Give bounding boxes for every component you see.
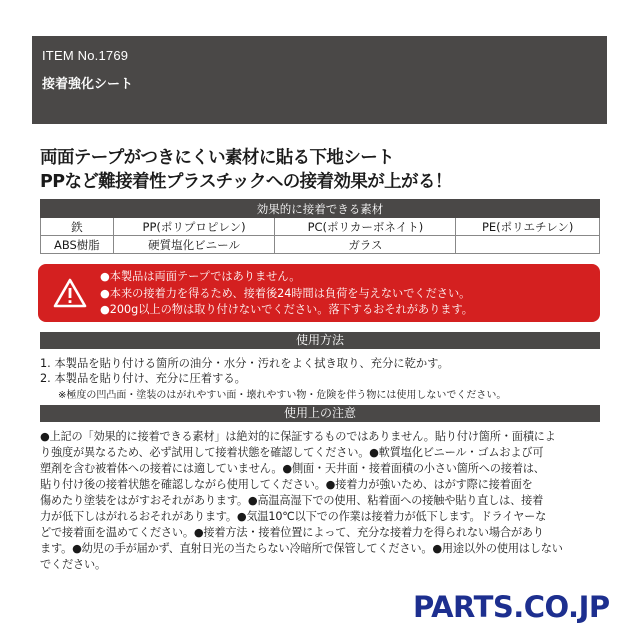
usage-step: 2. 本製品を貼り付け、充分に圧着する。 xyxy=(40,372,246,385)
warning-box xyxy=(38,264,600,322)
material-cell: ガラス xyxy=(275,236,456,254)
caution-line: 力が低下しはがれるおそれがあります。●気温10℃以下での作業は接着力が低下します。ドライヤーな xyxy=(40,510,547,523)
warning-item: ●200g以上の物は取り付けないでください。落下するおそれがあります。 xyxy=(100,303,473,316)
caution-line: 貼り付け後の接着状態を確認しながら使用してください。●接着力が強いため、はがす際に接着面を xyxy=(40,478,533,491)
caution-line: 塑剤を含む被着体への接着には適していません。●側面・天井面・接着面積の小さい箇所への接着は、 xyxy=(40,462,545,475)
material-cell: 鉄 xyxy=(41,218,114,236)
material-cell xyxy=(456,236,600,254)
table-row xyxy=(41,236,600,254)
item-number: ITEM No.1769 xyxy=(42,48,129,63)
caution-line: どで接着面を温めてください。●接着方法・接着位置によって、充分な接着力を得られない場合があり xyxy=(40,526,544,539)
caution-line: り強度が異なるため、必ず試用して接着状態を確認してください。●軟質塩化ビニール・ゴムおよび可 xyxy=(40,446,544,459)
headline-line-1: 両面テープがつきにくい素材に貼る下地シート xyxy=(40,148,395,168)
material-cell: ABS樹脂 xyxy=(41,236,114,254)
warning-item: ●本製品は両面テープではありません。 xyxy=(100,270,301,283)
headline-line-2: PPなど難接着性プラスチックへの接着効果が上がる！ xyxy=(40,172,452,192)
material-cell: PC(ポリカーボネイト) xyxy=(275,218,456,236)
material-cell: PP(ポリプロピレン) xyxy=(113,218,275,236)
usage-step: 1. 本製品を貼り付ける箇所の油分・水分・汚れをよく拭き取り、充分に乾かす。 xyxy=(40,357,449,370)
materials-table-title: 効果的に接着できる素材 xyxy=(41,200,600,218)
caution-line: ●上記の「効果的に接着できる素材」は絶対的に保証するものではありません。貼り付け箇所・面積によ xyxy=(40,430,556,443)
caution-line: でください。 xyxy=(40,558,106,571)
warning-list xyxy=(100,269,473,319)
product-header xyxy=(32,36,607,124)
warning-triangle-icon xyxy=(53,278,87,308)
caution-line: 傷めたり塗装をはがすおそれがあります。●高温高湿下での使用、粘着面への接触や貼り直しは、接着 xyxy=(40,494,544,507)
usage-steps xyxy=(40,356,449,386)
parts-logo: PARTS.CO.JP xyxy=(413,590,610,624)
product-name: 接着強化シート xyxy=(42,77,134,92)
usage-section-title: 使用方法 xyxy=(40,332,600,349)
caution-line: ます。●幼児の手が届かず、直射日光の当たらない冷暗所で保管してください。●用途以外の使用はしない xyxy=(40,542,563,555)
materials-table xyxy=(40,199,600,254)
caution-section-title: 使用上の注意 xyxy=(40,405,600,422)
caution-text xyxy=(40,429,605,573)
usage-note: ※極度の凹凸面・塗装のはがれやすい面・壊れやすい物・危険を伴う物には使用しないでください。 xyxy=(58,390,507,401)
material-cell: 硬質塩化ビニール xyxy=(113,236,275,254)
warning-item: ●本来の接着力を得るため、接着後24時間は負荷を与えないでください。 xyxy=(100,286,471,300)
material-cell: PE(ポリエチレン) xyxy=(456,218,600,236)
table-row xyxy=(41,218,600,236)
